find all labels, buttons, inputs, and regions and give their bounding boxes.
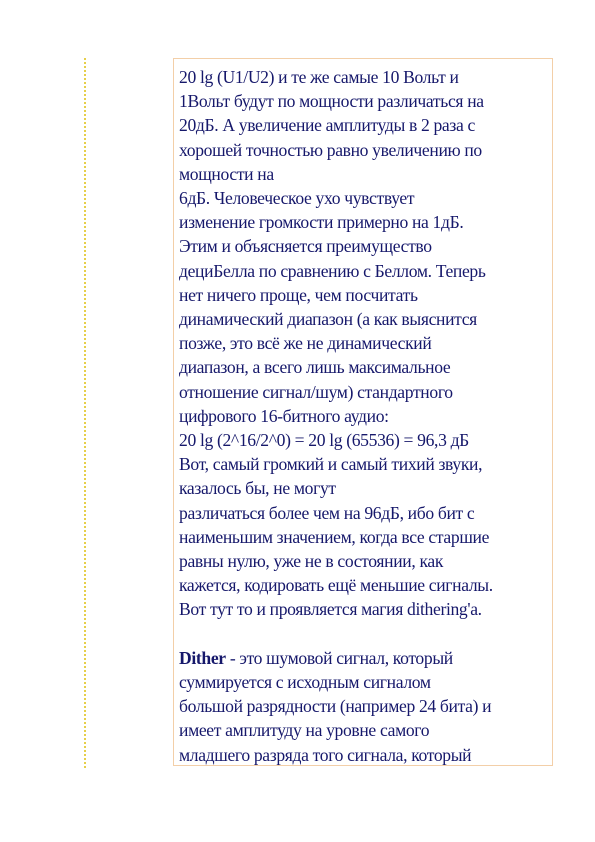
- paragraph-spacer: [179, 622, 552, 646]
- text-line: различаться более чем на 96дБ, ибо бит с: [179, 502, 475, 523]
- text-line: 6дБ. Человеческое ухо чувствует: [179, 188, 415, 209]
- text-line: суммируется с исходным сигналом: [179, 672, 431, 693]
- text-line: Вот, самый громкий и самый тихий звуки,: [179, 454, 483, 475]
- text-line: большой разрядности (например 24 бита) и: [179, 696, 492, 717]
- paragraph-dither: [179, 646, 552, 766]
- paragraph-decibel: [179, 65, 552, 622]
- text-line: динамический диапазон (а как выяснится: [179, 309, 477, 330]
- text-line: младшего разряда того сигнала, который: [179, 744, 472, 765]
- text-line: диапазон, а всего лишь максимальное: [179, 357, 451, 378]
- text-line: мощности на: [179, 163, 274, 184]
- text-line: [179, 646, 552, 670]
- dither-definition-start: - это шумовой сигнал, который: [225, 647, 453, 668]
- text-line: Вот тут то и проявляется магия dithering'а.: [179, 599, 482, 620]
- text-line: нет ничего проще, чем посчитать: [179, 284, 418, 305]
- text-line: имеет амплитуду на уровне самого: [179, 720, 430, 741]
- text-line: дециБелла по сравнению с Беллом. Теперь: [179, 260, 486, 281]
- dither-term: Dither: [179, 647, 226, 668]
- text-line: 20дБ. А увеличение амплитуды в 2 раза с: [179, 115, 475, 136]
- text-line: отношение сигнал/шум) стандартного: [179, 381, 453, 402]
- text-frame: [173, 58, 553, 766]
- text-line: казалось бы, не могут: [179, 478, 336, 499]
- text-line: кажется, кодировать ещё меньшие сигналы.: [179, 575, 493, 596]
- text-line: позже, это всё же не динамический: [179, 333, 432, 354]
- text-line: 1Вольт будут по мощности различаться на: [179, 91, 484, 112]
- text-line: 20 lg (U1/U2) и те же самые 10 Вольт и: [179, 67, 459, 87]
- text-line: Этим и объясняется преимущество: [179, 236, 432, 257]
- left-margin-rule: [84, 58, 86, 768]
- text-line: равны нулю, уже не в состоянии, как: [179, 551, 444, 572]
- text-line: хорошей точностью равно увеличению по: [179, 139, 482, 160]
- text-line: цифрового 16-битного аудио:: [179, 405, 389, 426]
- text-line: изменение громкости примерно на 1дБ.: [179, 212, 464, 233]
- formula-line: 20 lg (2^16/2^0) = 20 lg (65536) = 96,3 дБ: [179, 430, 469, 451]
- text-line: наименьшим значением, когда все старшие: [179, 526, 490, 547]
